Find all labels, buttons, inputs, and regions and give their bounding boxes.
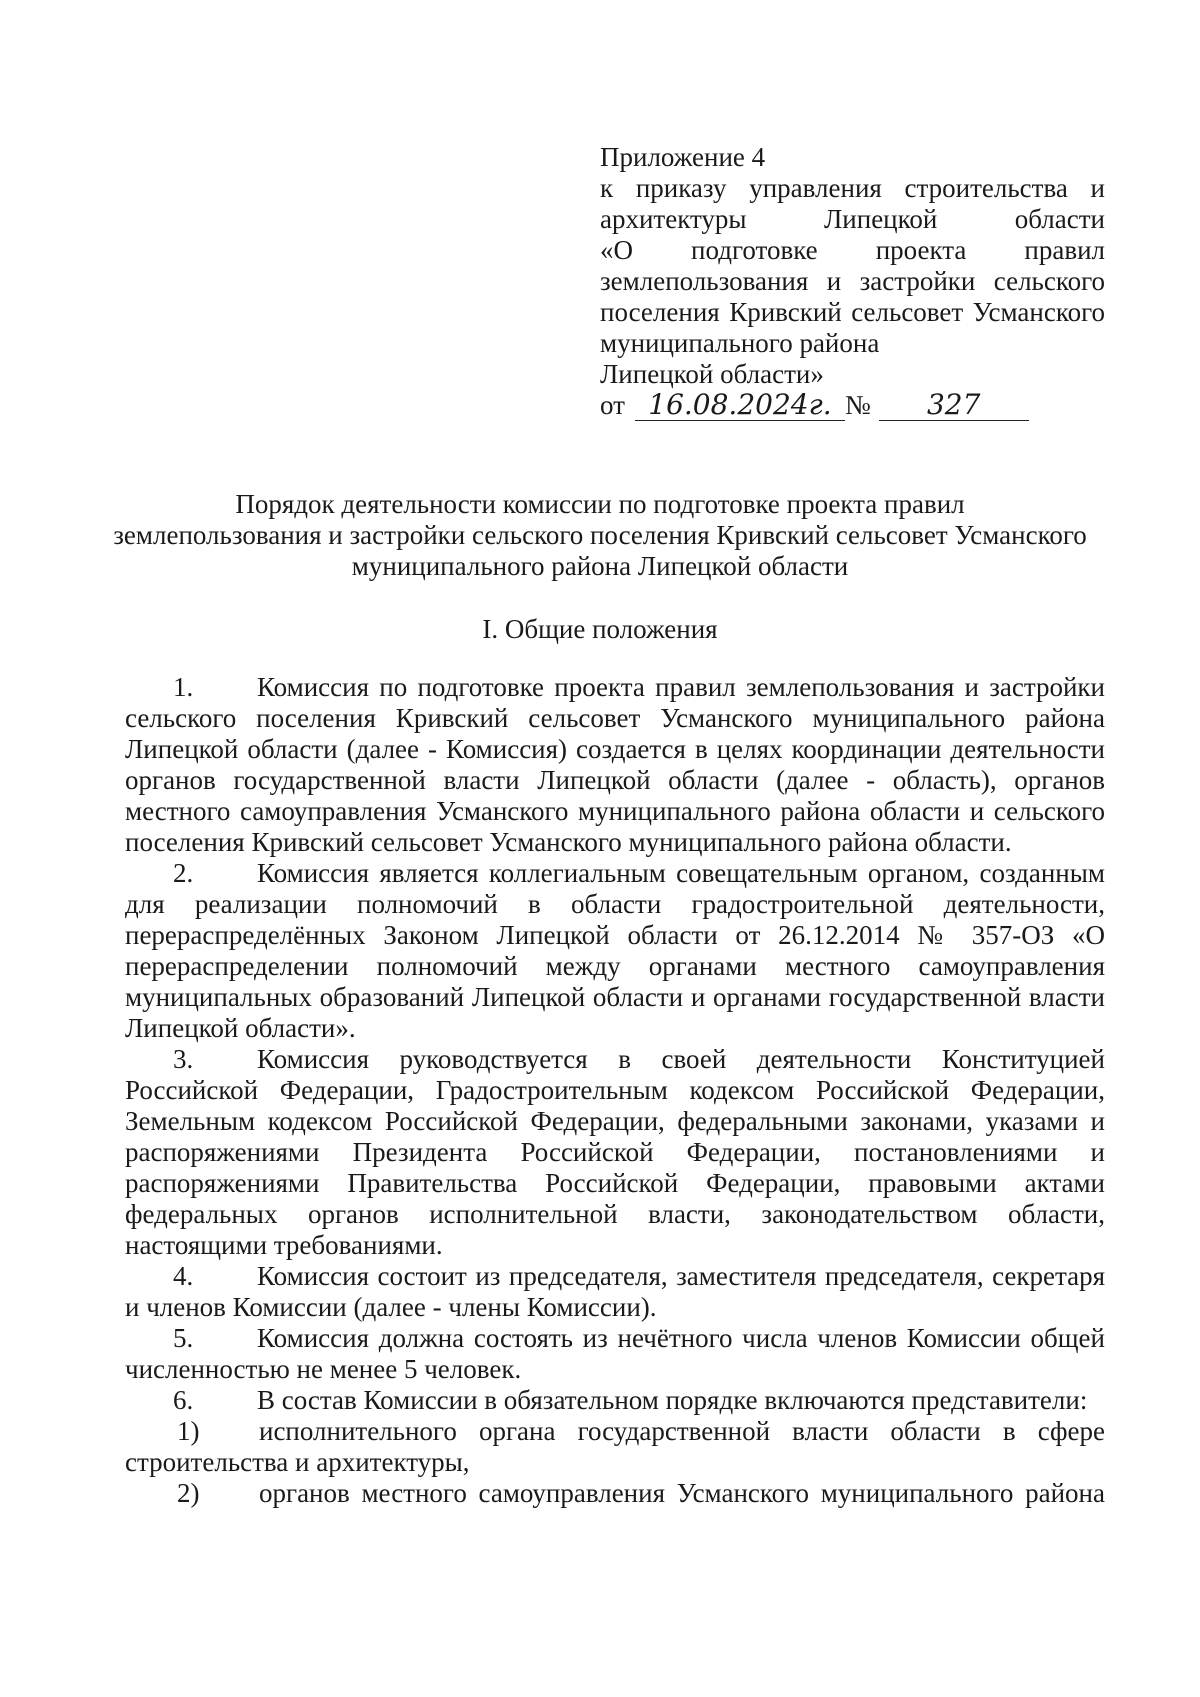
order-date: 16.08.2024г. — [635, 390, 845, 421]
title-line: Порядок деятельности комиссии по подготовке проекта правил — [235, 489, 965, 519]
paragraph — [125, 1323, 1105, 1385]
paragraph-number: 4. — [173, 1261, 194, 1291]
document-body — [125, 672, 1105, 1509]
subparagraph-number: 1) — [177, 1416, 200, 1446]
order-date-number — [600, 390, 1105, 421]
annex-line: поселения Кривский сельсовет Усманского — [600, 297, 1105, 327]
paragraph-number: 6. — [173, 1385, 194, 1415]
paragraph-text: Комиссия должна состоять из нечётного числа членов Комиссии общей численностью не менее 5 человек. — [125, 1323, 1105, 1384]
annex-line: архитектуры Липецкой области — [600, 204, 1105, 234]
title-line: муниципального района Липецкой области — [351, 551, 849, 581]
paragraph — [125, 672, 1105, 858]
date-prefix: от — [600, 390, 625, 420]
title-line: землепользования и застройки сельского поселения Кривский сельсовет Усманского — [113, 520, 1087, 550]
paragraph — [125, 1261, 1105, 1323]
document-title — [100, 489, 1100, 582]
paragraph-text: Комиссия состоит из председателя, заместителя председателя, секретаря и членов Комиссии (далее - члены Комиссии). — [125, 1261, 1105, 1322]
subparagraph-text: органов местного самоуправления Усманского муниципального района — [259, 1478, 1105, 1508]
paragraph-text: Комиссия руководствуется в своей деятельности Конституцией Российской Федерации, Градостроительным кодексом Российской Федерации, Земельным кодексом Российской Федерации, федеральными законами, указами и распоряжениями Президента Российской Федерации, постановлениями и распоряжениями Правительства Российской Федерации, правовыми актами федеральных органов исполнительной власти, законодательством области, настоящими требованиями. — [125, 1044, 1105, 1260]
paragraph-number: 3. — [173, 1044, 194, 1074]
annex-line: Липецкой области» — [600, 359, 824, 389]
paragraph — [125, 1044, 1105, 1261]
section-heading: I. Общие положения — [482, 614, 718, 644]
annex-title: Приложение 4 — [600, 142, 766, 172]
subparagraph — [125, 1416, 1105, 1478]
annex-line: землепользования и застройки сельского — [600, 266, 1105, 296]
annex-line: «О подготовке проекта правил — [600, 235, 1105, 265]
paragraph — [125, 858, 1105, 1044]
annex-line: к приказу управления строительства и — [600, 173, 1105, 203]
paragraph-number: 2. — [173, 858, 194, 888]
subparagraph-number: 2) — [177, 1478, 200, 1508]
paragraph-text: Комиссия по подготовке проекта правил землепользования и застройки сельского поселения Кривский сельсовет Усманского муниципального района Липецкой области (далее - Комиссия) создается в целях координации деятельности органов государственной власти Липецкой области (далее - область), органов местного самоуправления Усманского муниципального района области и сельского поселения Кривский сельсовет Усманского муниципального района области. — [125, 672, 1105, 857]
number-prefix: № — [844, 390, 871, 420]
paragraph-number: 1. — [173, 672, 194, 702]
order-number: 327 — [879, 390, 1029, 421]
paragraph-text: В состав Комиссии в обязательном порядке включаются представители: — [257, 1385, 1088, 1415]
subparagraph-text: исполнительного органа государственной власти области в сфере строительства и архитектуры, — [125, 1416, 1105, 1477]
paragraph-text: Комиссия является коллегиальным совещательным органом, созданным для реализации полномочий в области градостроительной деятельности, перераспределённых Законом Липецкой области от 26.12.2014 № 357-ОЗ «О перераспределении полномочий между органами местного самоуправления муниципальных образований Липецкой области и органами государственной власти Липецкой области». — [125, 858, 1105, 1043]
subparagraph — [125, 1478, 1105, 1509]
annex-block — [600, 142, 1105, 421]
annex-line: муниципального района — [600, 328, 880, 358]
paragraph-number: 5. — [173, 1323, 194, 1353]
paragraph — [125, 1385, 1105, 1416]
